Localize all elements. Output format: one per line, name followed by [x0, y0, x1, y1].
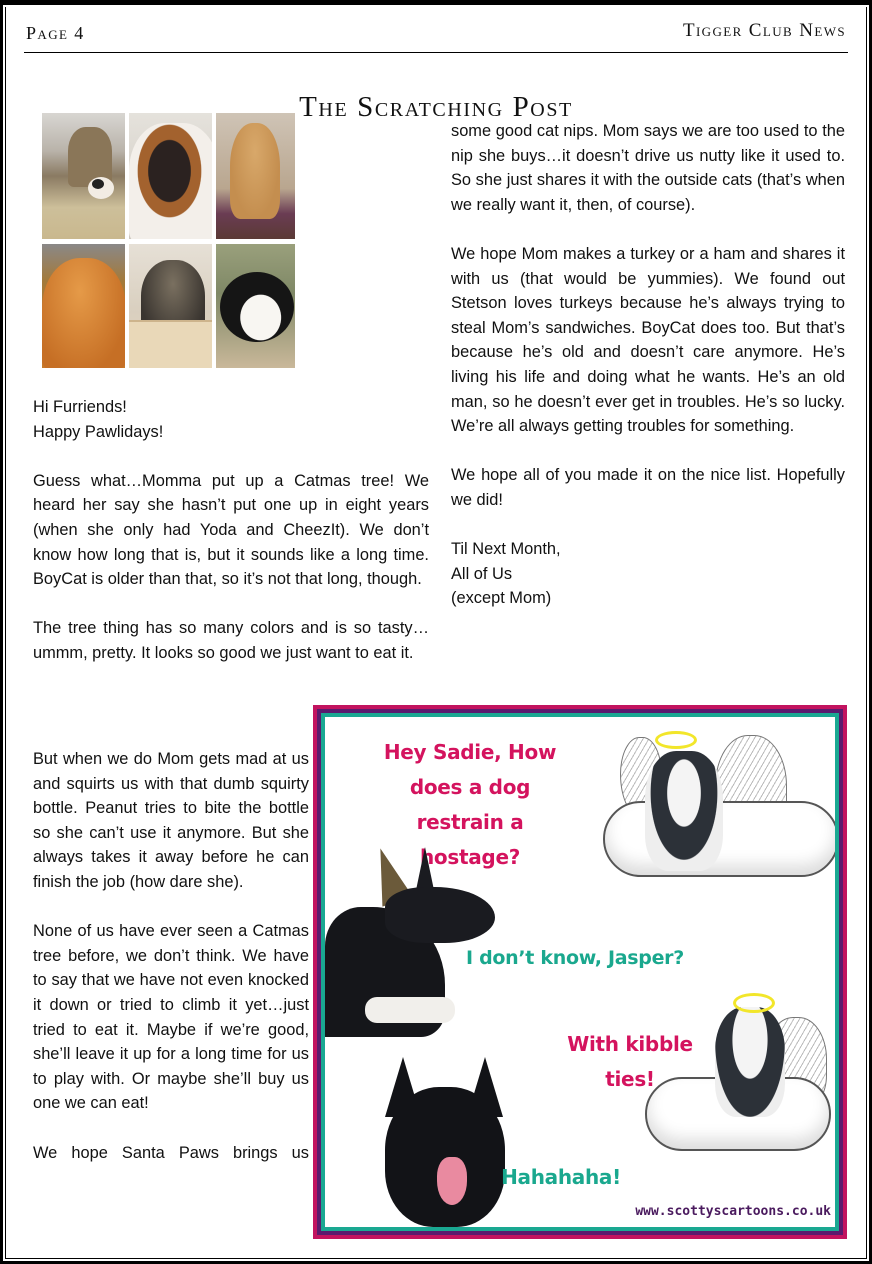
paragraph: The tree thing has so many colors and is so tasty…ummm, pretty. It looks so good we just want to eat it. — [33, 619, 429, 662]
cartoon-punchline: With kibble ties! — [567, 1032, 693, 1091]
signoff-line-3: (except Mom) — [451, 589, 552, 608]
signoff-line-1: Til Next Month, — [451, 540, 561, 559]
greeting — [33, 395, 429, 444]
cartoon-reply: I don’t know, Jasper? — [466, 947, 684, 969]
angel-spaniel-top — [645, 751, 723, 871]
photo-brown-tabby — [129, 244, 212, 368]
left-column-top — [33, 395, 429, 690]
paragraph: Guess what…Momma put up a Catmas tree! We heard her say she hasn’t put one up in eight years (when she only had Yoda and CheezIt). We don’t know how long that is, but it sounds like a long time. BoyCat is older than that, so it’s not that long, though. — [33, 471, 429, 589]
photo-calico-cat — [129, 113, 212, 239]
photo-tuxedo-cat — [216, 244, 295, 368]
photo-orange-tabby — [42, 244, 125, 368]
photo-guinea-pigs — [42, 113, 125, 239]
cartoon-credit-link[interactable]: www.scottyscartoons.co.uk — [635, 1204, 831, 1219]
left-column-bottom — [33, 747, 309, 1190]
signoff — [451, 537, 845, 611]
paragraph: some good cat nips. Mom says we are too used to the nip she buys…it doesn’t drive us nutty like it used to. So she just shares it with the outside cats (that’s when we really want it, then, of course). — [451, 122, 845, 214]
publication-name: Tigger Club News — [682, 20, 846, 41]
greeting-line-1: Hi Furriends! — [33, 398, 127, 416]
right-column — [451, 119, 845, 635]
cartoon-question: Hey Sadie, How does a dog restrain a hostage? — [383, 740, 557, 869]
cartoon-laugh: Hahahaha! — [501, 1165, 621, 1189]
page-number: Page 4 — [26, 23, 85, 43]
dog-cartoon — [313, 705, 847, 1239]
article-title: The Scratching Post — [299, 91, 573, 124]
page-header — [24, 18, 848, 53]
signoff-line-2: All of Us — [451, 564, 513, 583]
black-dog-jasper — [325, 847, 495, 1037]
pet-photo-collage — [42, 113, 295, 369]
paragraph: None of us have ever seen a Catmas tree before, we don’t think. We have to say that we have not even knocked it down or tried to climb it yet…just tried to eat it. Maybe if we’re good, she’ll leave it up for a long time for us to play with. Or maybe she’ll buy us one we can eat! — [33, 922, 309, 1113]
halo-icon — [655, 731, 697, 749]
paragraph: But when we do Mom gets mad at us and squirts us with that dumb squirty bottle. Peanut tries to bite the bottle so she can’t use it anymore. But she always takes it away before he can finish the job (how dare she). — [33, 750, 309, 891]
halo-icon — [733, 993, 775, 1013]
paragraph: We hope Mom makes a turkey or a ham and shares it with us (that would be yummies). We found out Stetson loves turkeys because he’s always trying to steal Mom’s sandwiches. BoyCat does too. But that’s because he’s old and doesn’t care anymore. He’s living his life and doing what he wants. He’s an old man, so he doesn’t ever get in troubles. He’s so lucky. We’re all always getting troubles for something. — [451, 244, 845, 436]
angel-spaniel-bottom — [715, 1007, 785, 1117]
greeting-line-2: Happy Pawlidays! — [33, 422, 164, 441]
paragraph: We hope all of you made it on the nice list. Hopefully we did! — [451, 466, 845, 509]
photo-orange-cat-sitting — [216, 113, 295, 239]
paragraph: We hope Santa Paws brings us — [33, 1143, 309, 1162]
black-dog-laughing — [385, 1057, 505, 1227]
